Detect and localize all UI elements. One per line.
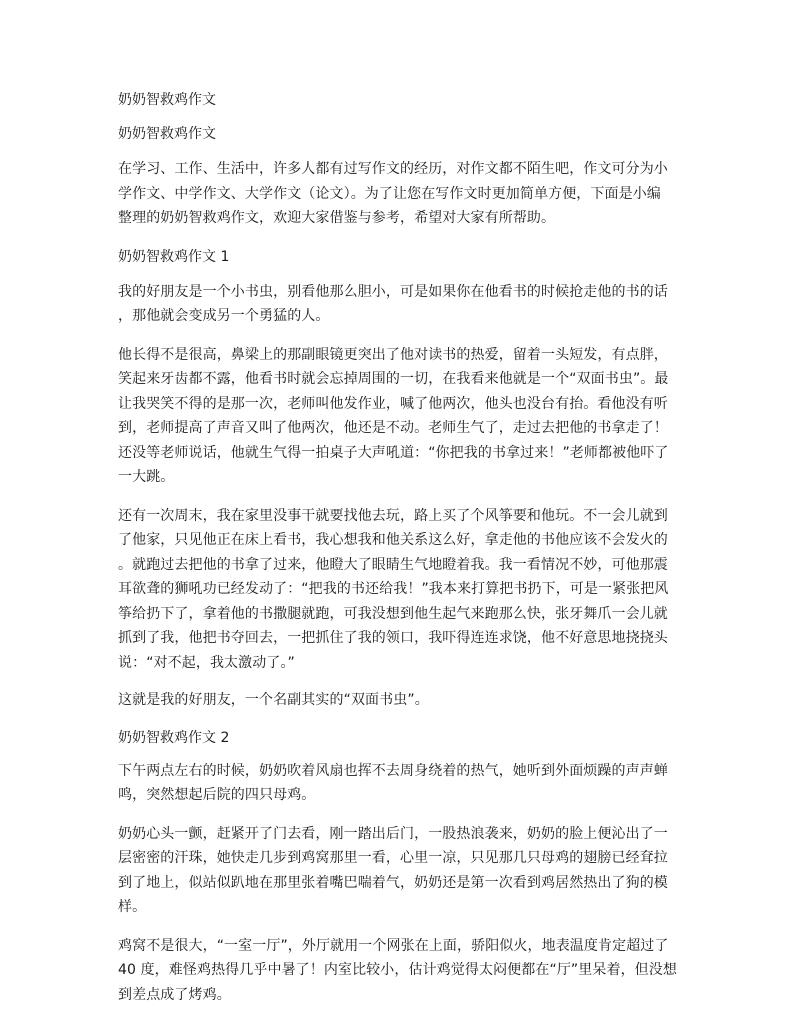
document-title: 奶奶智救鸡作文 [118, 92, 216, 108]
essay-1-paragraph-2: 他长得不是很高，鼻梁上的那副眼镜更突出了他对读书的热爱，留着一头短发，有点胖， 笑起来牙齿都不露，他看书时就会忘掉周围的一切，在我看来他就是一个“双面书虫”。最 让我哭笑不得的是那一次，老师叫他发作业，喊了他两次，他头也没台有抬。看他没有听 到，老师提高了声音又叫了他两次，他还是不动。老师生气了，走过去把他的书拿走了！ 还没等老师说话，他就生气得一拍桌子大声吼道：“你把我的书拿过来！”老师都被他吓了 一大跳。 [118, 346, 669, 485]
document-page [118, 88, 684, 1019]
essay-1-paragraph-3: 还有一次周末，我在家里没事干就要找他去玩，路上买了个风筝要和他玩。不一会儿就到 了他家，只见他正在床上看书，我心想我和他关系这么好，拿走他的书他应该不会发火的 。就跑过去把他的书拿了过来，他瞪大了眼睛生气地瞪着我。我一看情况不妙，可他那震 耳欲聋的狮吼功已经发动了：“把我的书还给我！”我本来打算把书扔下，可是一紧张把风 筝给扔下了，拿着他的书撒腿就跑，可我没想到他生起气来跑那么快，张牙舞爪一会儿就 抓到了我，他把书夺回去，一把抓住了我的领口，我吓得连连求饶，他不好意思地挠挠头 说：“对不起，我太激动了。” [118, 507, 669, 671]
essay-1-paragraph-4: 这就是我的好朋友，一个名副其实的“双面书虫”。 [118, 692, 429, 708]
essay-1-paragraph-1: 我的好朋友是一个小书虫，别看他那么胆小，可是如果你在他看书的时候抢走他的书的话 ，那他就会变成另一个勇猛的人。 [118, 283, 668, 324]
intro-paragraph: 在学习、工作、生活中，许多人都有过写作文的经历，对作文都不陌生吧，作文可分为小 学作文、中学作文、大学作文（论文）。为了让您在写作文时更加简单方便，下面是小编 整理的奶奶智救鸡作文，欢迎大家借鉴与参考，希望对大家有所帮助。 [118, 161, 668, 226]
essay-2-paragraph-2: 奶奶心头一颤，赶紧开了门去看，刚一踏出后门，一股热浪袭来，奶奶的脸上便沁出了一 层密密的汗珠，她快走几步到鸡窝那里一看，心里一凉，只见那几只母鸡的翅膀已经耷拉 到了地上，似站似趴地在那里张着嘴巴喘着气，奶奶还是第一次看到鸡居然热出了狗的模 样。 [118, 825, 668, 915]
essay-2-paragraph-3: 鸡窝不是很大，“一室一厅”，外厅就用一个网张在上面，骄阳似火，地表温度肯定超过了 40 度，难怪鸡热得几乎中暑了！内室比较小，估计鸡觉得太闷便都在“厅”里呆着，但没想 到差点成了烤鸡。 [118, 937, 677, 1003]
essay-1-title: 奶奶智救鸡作文 1 [118, 248, 230, 265]
essay-2-title: 奶奶智救鸡作文 2 [118, 729, 230, 746]
essay-2-paragraph-1: 下午两点左右的时候，奶奶吹着风扇也挥不去周身绕着的热气，她听到外面烦躁的声声蝉 鸣，突然想起后院的四只母鸡。 [118, 762, 668, 803]
document-subtitle: 奶奶智救鸡作文 [118, 126, 216, 142]
